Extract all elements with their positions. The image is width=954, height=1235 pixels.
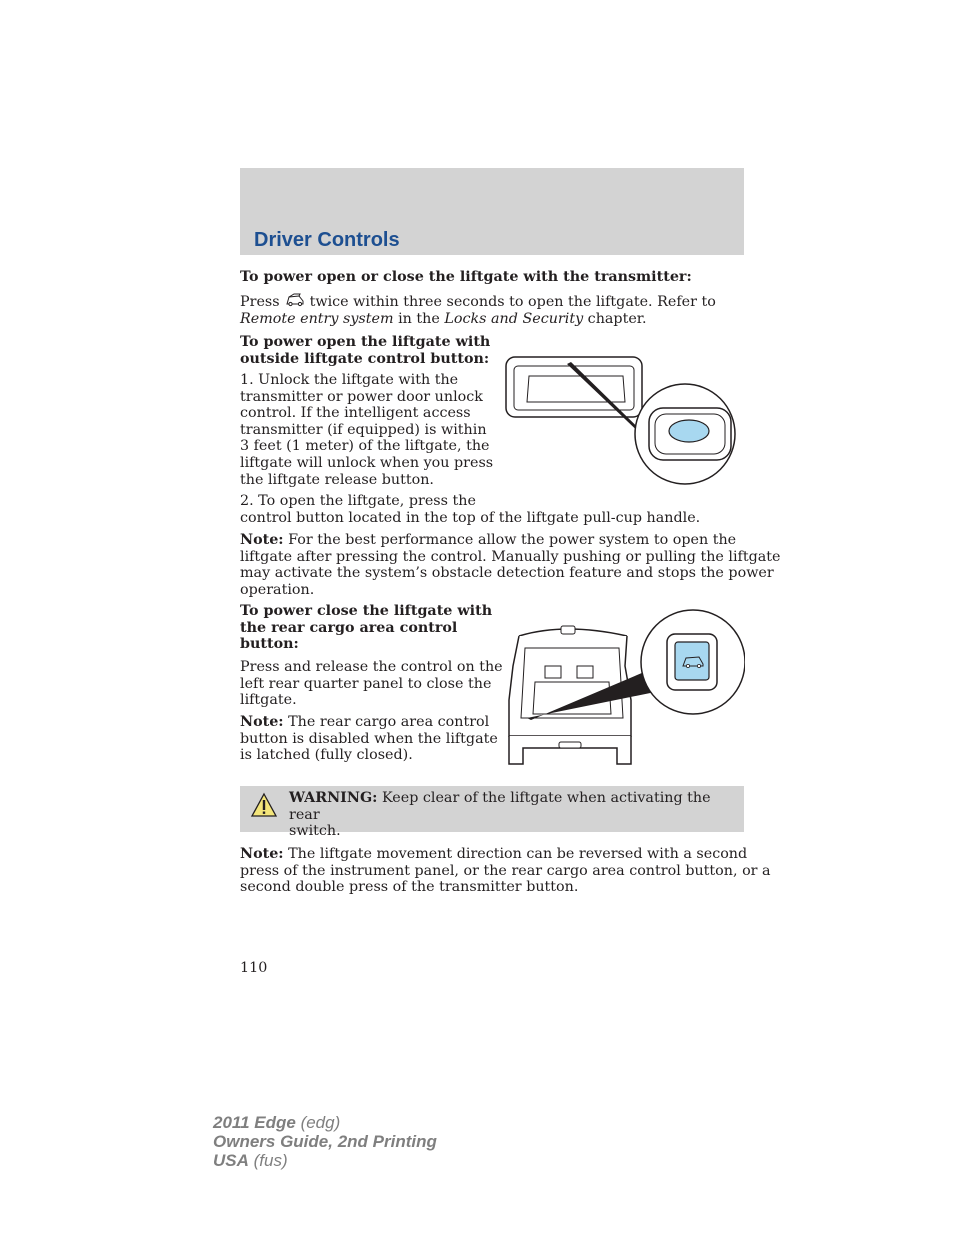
step1-line: liftgate will unlock when you press bbox=[240, 454, 494, 471]
text-chapter: chapter. bbox=[583, 310, 647, 327]
section3-heading-line: button: bbox=[240, 636, 299, 653]
section3-heading-line: To power close the liftgate with bbox=[240, 603, 493, 619]
step1-line: control. If the intelligent access bbox=[240, 405, 471, 422]
section3-body-line: liftgate. bbox=[240, 692, 297, 709]
note-line: The rear cargo area control bbox=[283, 714, 490, 730]
step2-line: 2. To open the liftgate, press the bbox=[240, 493, 476, 509]
note-label: Note: bbox=[240, 532, 284, 548]
section3-note bbox=[240, 714, 498, 764]
final-note bbox=[240, 846, 771, 896]
note-line: press of the instrument panel, or the rear cargo area control button, or a bbox=[240, 862, 771, 879]
text-press: Press bbox=[240, 294, 280, 310]
note-line: liftgate after pressing the control. Manually pushing or pulling the liftgate bbox=[240, 548, 781, 565]
page-title: Driver Controls bbox=[254, 229, 400, 251]
step1-line: the liftgate release button. bbox=[240, 471, 434, 488]
note-line: may activate the system’s obstacle detection feature and stops the power bbox=[240, 565, 774, 582]
warning-label: WARNING: bbox=[289, 790, 378, 806]
note-line: second double press of the transmitter button. bbox=[240, 879, 579, 896]
step1-line: transmitter or power door unlock bbox=[240, 388, 483, 405]
section1-heading: To power open or close the liftgate with the transmitter: bbox=[240, 269, 692, 285]
section2-heading bbox=[240, 334, 490, 367]
step2-line: control button located in the top of the liftgate pull-cup handle. bbox=[240, 509, 701, 526]
footer-model: 2011 Edge bbox=[213, 1113, 296, 1132]
note-label: Note: bbox=[240, 714, 284, 730]
note-label: Note: bbox=[240, 846, 284, 862]
page-number: 110 bbox=[240, 960, 268, 976]
footer bbox=[213, 1113, 437, 1170]
text-press-rest: twice within three seconds to open the liftgate. Refer to bbox=[309, 294, 716, 310]
liftgate-handle-illustration bbox=[505, 354, 745, 490]
section3-body bbox=[240, 659, 503, 709]
footer-model-code: (edg) bbox=[295, 1113, 341, 1132]
note-line: The liftgate movement direction can be reversed with a second bbox=[283, 846, 748, 862]
section3-heading bbox=[240, 603, 492, 653]
section2-step1 bbox=[240, 372, 493, 488]
section3-body-line: Press and release the control on the bbox=[240, 659, 503, 675]
warning-line: switch. bbox=[289, 823, 341, 840]
section3-heading-line: the rear cargo area control bbox=[240, 619, 458, 636]
ref-locks-security: Locks and Security bbox=[444, 310, 584, 327]
note-line: operation. bbox=[240, 581, 315, 598]
footer-market-code: (fus) bbox=[248, 1151, 288, 1170]
section2-heading-l1: To power open the liftgate with bbox=[240, 334, 491, 350]
ref-remote-entry: Remote entry system bbox=[240, 310, 394, 327]
section1-paragraph bbox=[240, 293, 716, 327]
footer-market: USA bbox=[213, 1151, 249, 1170]
step1-line: transmitter (if equipped) is within bbox=[240, 421, 487, 438]
section2-note bbox=[240, 532, 780, 598]
warning-text bbox=[289, 790, 734, 840]
step1-line: 3 feet (1 meter) of the liftgate, the bbox=[240, 438, 490, 455]
text-in: in the bbox=[393, 310, 445, 327]
rear-cargo-control-illustration bbox=[505, 608, 745, 774]
step1-line: 1. Unlock the liftgate with the bbox=[240, 372, 459, 388]
footer-guide: Owners Guide, 2nd Printing bbox=[213, 1132, 437, 1151]
note-line: button is disabled when the liftgate bbox=[240, 730, 498, 747]
keyfob-liftgate-icon bbox=[284, 293, 306, 307]
section3-body-line: left rear quarter panel to close the bbox=[240, 675, 492, 692]
warning-triangle-icon bbox=[250, 792, 278, 822]
warning-box bbox=[240, 786, 744, 840]
section2-step2 bbox=[240, 493, 700, 526]
note-line: For the best performance allow the power system to open the bbox=[283, 532, 737, 548]
header-band bbox=[240, 168, 744, 255]
warning-line: Keep clear of the liftgate when activating the rear bbox=[289, 790, 711, 823]
note-line: is latched (fully closed). bbox=[240, 747, 413, 764]
section2-heading-l2: outside liftgate control button: bbox=[240, 350, 490, 367]
